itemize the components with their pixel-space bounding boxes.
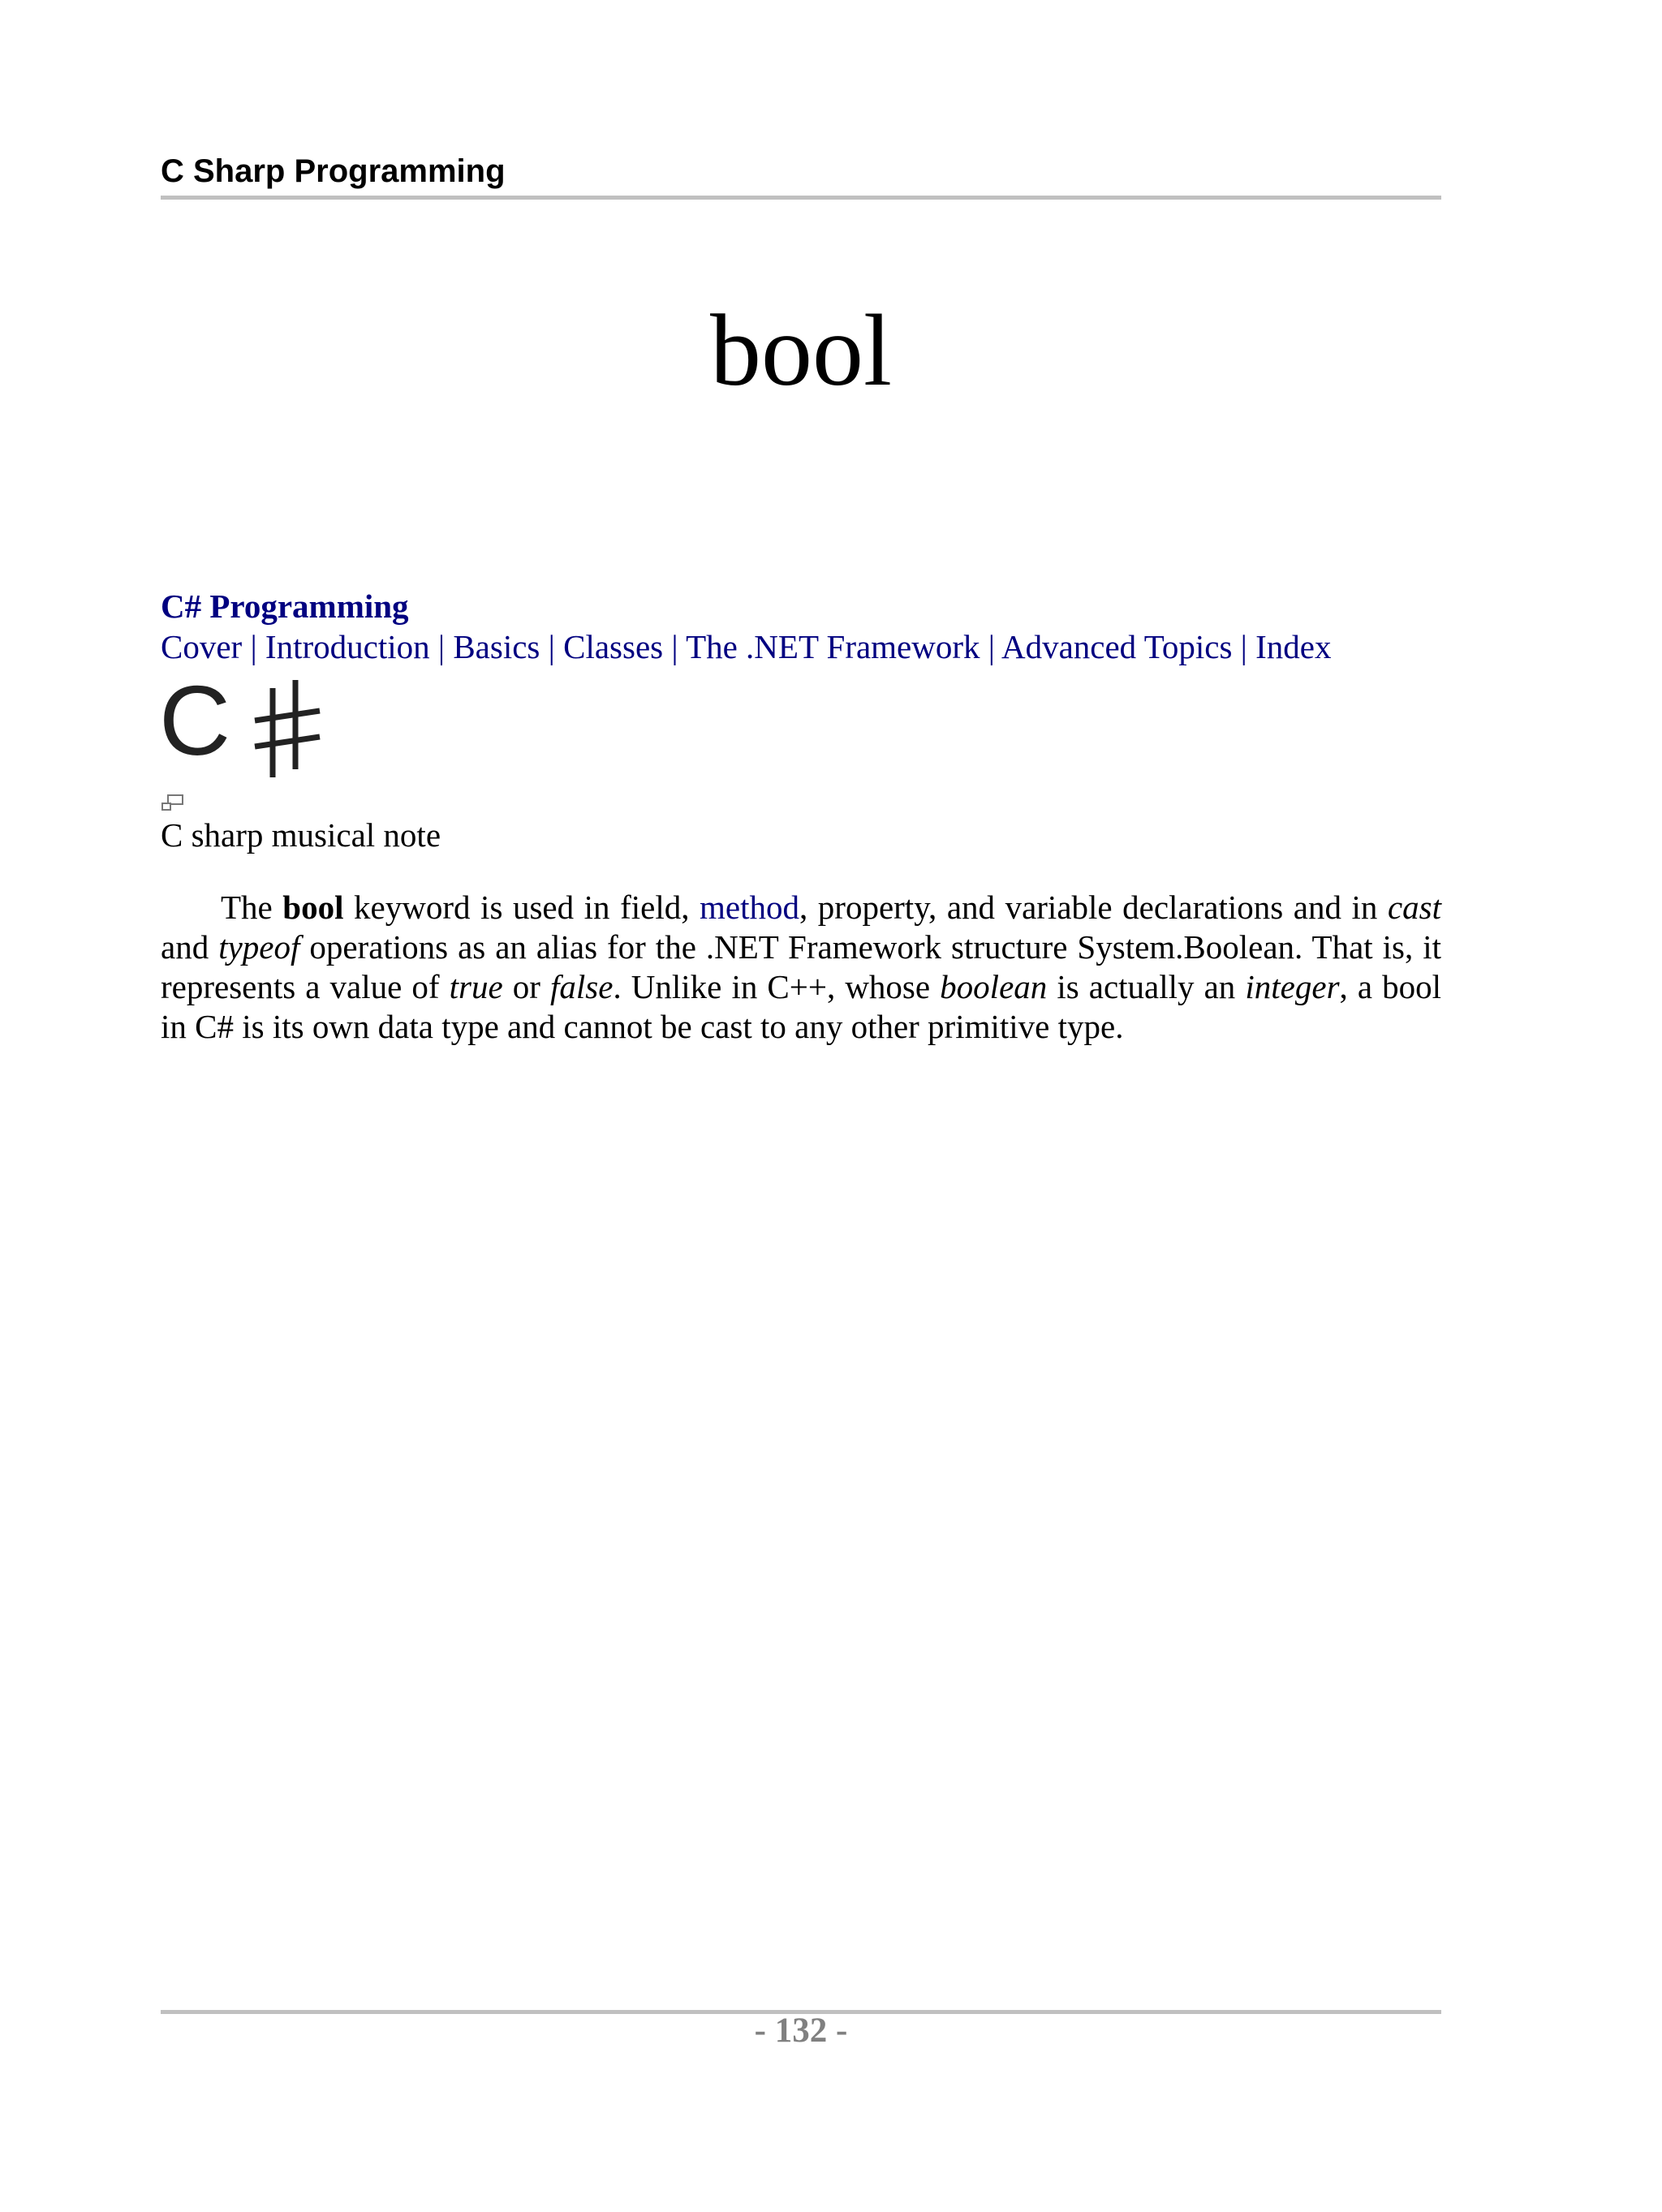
- body-paragraph: [161, 888, 1441, 1047]
- method-link[interactable]: method: [700, 889, 799, 926]
- figure-caption: C sharp musical note: [161, 816, 441, 854]
- running-header: C Sharp Programming: [161, 153, 506, 189]
- enlarge-icon[interactable]: [161, 794, 185, 811]
- text-run: The: [221, 889, 283, 926]
- nav-separator: |: [242, 628, 265, 665]
- term-integer: integer: [1245, 968, 1340, 1005]
- nav-link-classes[interactable]: Classes: [563, 628, 664, 665]
- term-cast: cast: [1387, 889, 1441, 926]
- term-boolean: boolean: [940, 968, 1048, 1005]
- nav-separator: |: [663, 628, 687, 665]
- nav-link-dotnet-framework[interactable]: The .NET Framework: [686, 628, 980, 665]
- navigation-box: [161, 586, 1332, 667]
- text-run: is actually an: [1047, 968, 1246, 1005]
- text-run: and: [161, 928, 219, 966]
- musical-sharp-icon: [255, 680, 320, 777]
- term-false: false: [550, 968, 614, 1005]
- term-typeof: typeof: [218, 928, 300, 966]
- nav-links: [161, 626, 1332, 667]
- nav-link-advanced-topics[interactable]: Advanced Topics: [1001, 628, 1233, 665]
- term-true: true: [449, 968, 503, 1005]
- nav-link-introduction[interactable]: Introduction: [265, 628, 430, 665]
- header-rule: [161, 196, 1441, 200]
- text-run: , a bool in C# is its own data type and cannot be cast to any other primitive type.: [161, 968, 1442, 1045]
- nav-separator: |: [980, 628, 1001, 665]
- text-run: keyword is used in field,: [343, 889, 700, 926]
- text-run: . Unlike in C++, whose: [613, 968, 941, 1005]
- nav-link-index[interactable]: Index: [1255, 628, 1332, 665]
- text-run: or: [502, 968, 551, 1005]
- nav-link-basics[interactable]: Basics: [453, 628, 540, 665]
- nav-separator: |: [1232, 628, 1256, 665]
- text-run: , property, and variable declarations and in: [799, 889, 1388, 926]
- csharp-logo-image[interactable]: [159, 673, 338, 779]
- keyword-bool: bool: [282, 889, 344, 926]
- text-run: operations as an alias for the .NET Framework structure System.Boolean. That is, it represents a value of: [161, 928, 1442, 1005]
- nav-separator: |: [429, 628, 454, 665]
- nav-link-cover[interactable]: Cover: [161, 628, 243, 665]
- chapter-title: bool: [709, 295, 892, 407]
- page-number: - 132 -: [754, 2012, 848, 2050]
- nav-title[interactable]: C# Programming: [161, 587, 409, 625]
- logo-letter-c: C: [159, 673, 231, 776]
- nav-separator: |: [540, 628, 564, 665]
